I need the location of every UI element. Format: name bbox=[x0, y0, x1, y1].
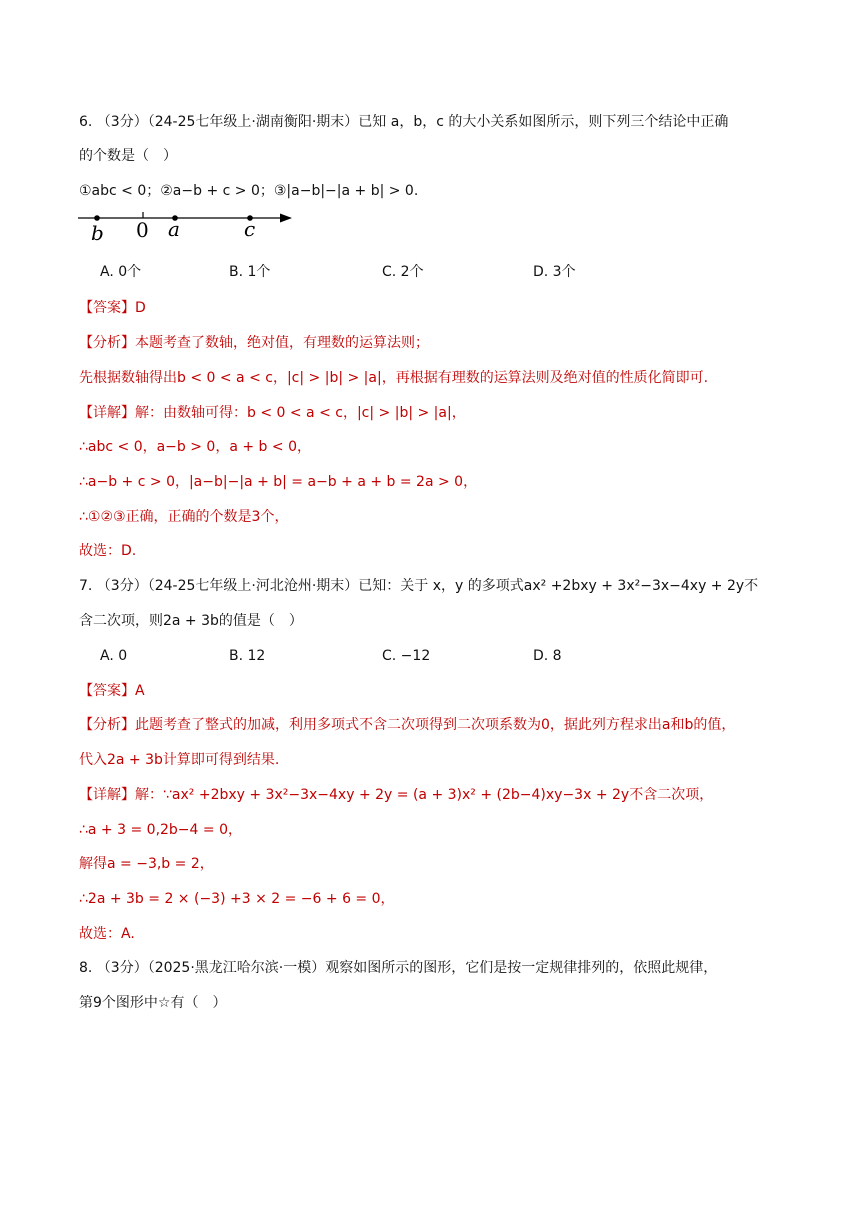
q6-detail-4: ∴①②③正确，正确的个数是3个， bbox=[79, 509, 289, 525]
q7-option-c[interactable]: C. −12 bbox=[382, 648, 431, 664]
q7-detail-1: 【详解】解：∵ax² +2bxy + 3x²−3x−4xy + 2y = (a + 3)x² + (2b−4)xy−3x + 2y不含二次项， bbox=[79, 787, 714, 803]
label-c: c bbox=[244, 217, 256, 241]
q6-answer: 【答案】D bbox=[79, 300, 146, 316]
q6-option-d[interactable]: D. 3个 bbox=[533, 264, 576, 280]
q7-answer: 【答案】A bbox=[79, 683, 145, 699]
q6-detail-2: ∴abc < 0，a−b > 0，a + b < 0， bbox=[79, 439, 311, 455]
q6-option-c[interactable]: C. 2个 bbox=[382, 264, 424, 280]
q6-analysis-2: 先根据数轴得出b < 0 < a < c，|c| > |b| > |a|，再根据有理数的运算法则及绝对值的性质化简即可. bbox=[79, 370, 709, 386]
label-a: a bbox=[168, 217, 180, 241]
q6-analysis-1: 【分析】本题考查了数轴，绝对值，有理数的运算法则； bbox=[79, 335, 429, 351]
q6-conditions: ①abc < 0；②a−b + c > 0；③|a−b|−|a + b| > 0. bbox=[79, 183, 419, 199]
q7-stem-line1: 7. （3分）（24-25七年级上·河北沧州·期末）已知：关于 x，y 的多项式ax² +2bxy + 3x²−3x−4xy + 2y不 bbox=[79, 578, 759, 594]
q6-stem-line1: 6. （3分）（24-25七年级上·湖南衡阳·期末）已知 a，b，c 的大小关系如图所示，则下列三个结论中正确 bbox=[79, 114, 729, 130]
q7-stem-line2: 含二次项，则2a + 3b的值是（ ） bbox=[79, 613, 303, 629]
q8-stem-line2: 第9个图形中☆有（ ） bbox=[79, 995, 227, 1011]
q6-choose: 故选：D. bbox=[79, 543, 137, 559]
q6-detail-3: ∴a−b + c > 0，|a−b|−|a + b| = a−b + a + b = 2a > 0， bbox=[79, 474, 478, 490]
arrow-right-icon bbox=[280, 214, 292, 223]
q7-option-a[interactable]: A. 0 bbox=[100, 648, 128, 664]
label-b: b bbox=[91, 221, 104, 244]
q6-detail-1: 【详解】解：由数轴可得：b < 0 < a < c，|c| > |b| > |a|， bbox=[79, 405, 466, 421]
q7-detail-2: ∴a + 3 = 0,2b−4 = 0， bbox=[79, 822, 242, 838]
q7-analysis-2: 代入2a + 3b计算即可得到结果. bbox=[79, 752, 280, 768]
q6-option-a[interactable]: A. 0个 bbox=[100, 264, 142, 280]
q7-choose: 故选：A. bbox=[79, 926, 135, 942]
q6-option-b[interactable]: B. 1个 bbox=[229, 264, 271, 280]
label-zero: 0 bbox=[136, 218, 149, 242]
q6-stem-line2: 的个数是（ ） bbox=[79, 148, 177, 164]
q8-stem-line1: 8. （3分）（2025·黑龙江哈尔滨·一模）观察如图所示的图形，它们是按一定规律排列的，依照此规律， bbox=[79, 960, 718, 976]
q7-detail-4: ∴2a + 3b = 2 × (−3) +3 × 2 = −6 + 6 = 0， bbox=[79, 891, 395, 907]
point-b bbox=[94, 215, 100, 221]
number-line-figure bbox=[76, 208, 296, 244]
q7-analysis-1: 【分析】此题考查了整式的加减，利用多项式不含二次项得到二次项系数为0，据此列方程求出a和b的值， bbox=[79, 717, 736, 733]
q7-option-b[interactable]: B. 12 bbox=[229, 648, 266, 664]
q7-option-d[interactable]: D. 8 bbox=[533, 648, 562, 664]
q7-detail-3: 解得a = −3,b = 2， bbox=[79, 856, 214, 872]
